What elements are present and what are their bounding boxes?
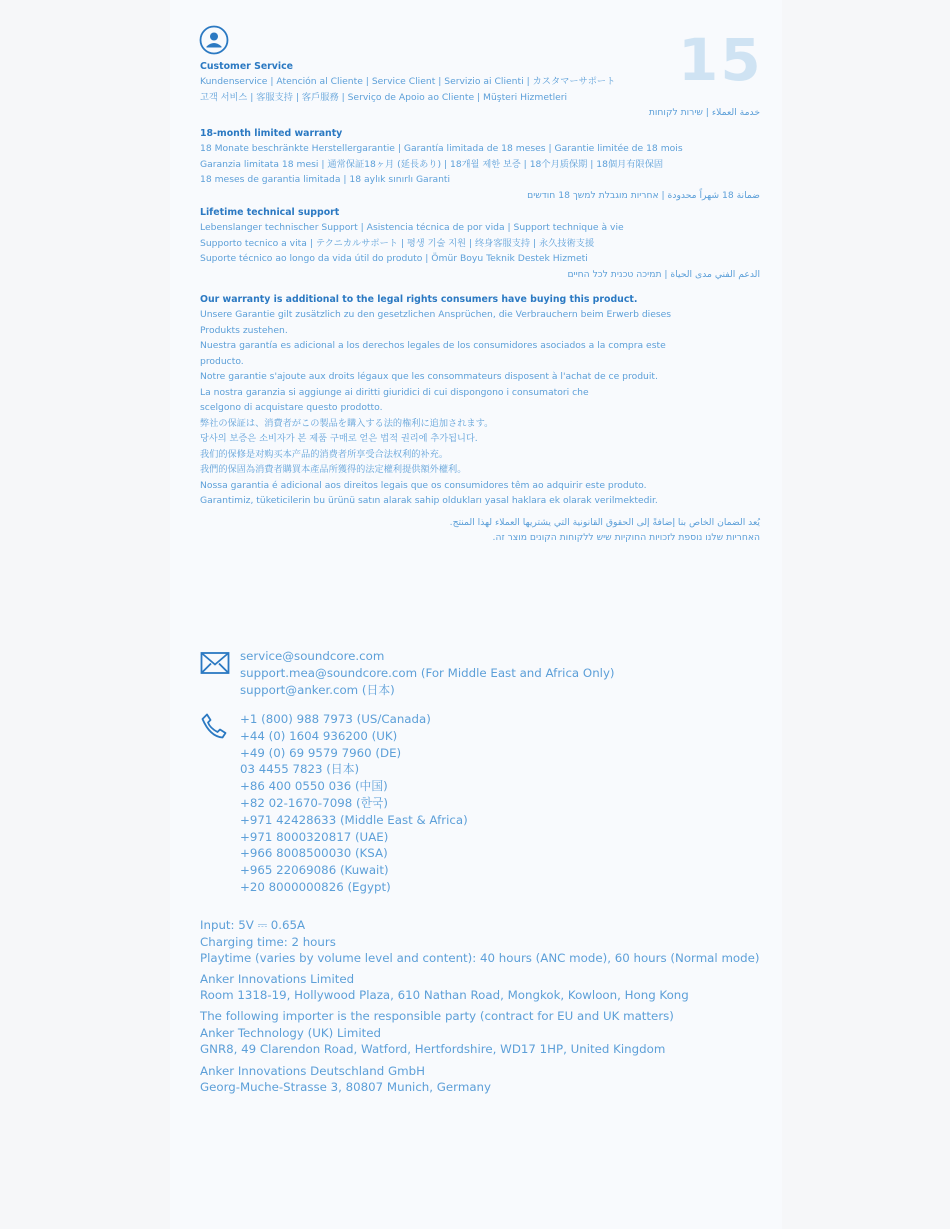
legal-line: Garantimiz, tüketicilerin bu ürünü satın alarak sahip oldukları yasal haklara ek olarak verilmektedir.: [200, 495, 658, 506]
legal-rights-section: [200, 293, 760, 546]
de-company-name: Anker Innovations Deutschland GmbH: [200, 1063, 425, 1078]
phone-number: +966 8008500030 (KSA): [240, 846, 388, 861]
uk-company-address: GNR8, 49 Clarendon Road, Watford, Hertfordshire, WD17 1HP, United Kingdom: [200, 1042, 666, 1057]
warranty-section: [200, 127, 760, 203]
phone-number: +82 02-1670-7098 (한국): [240, 795, 388, 810]
phone-number: 03 4455 7823 (日本): [240, 762, 360, 777]
manufacturer-address: Room 1318-19, Hollywood Plaza, 610 Nathan Road, Mongkok, Kowloon, Hong Kong: [200, 988, 689, 1003]
phone-number: +965 22069086 (Kuwait): [240, 863, 389, 878]
legal-line: producto.: [200, 355, 244, 367]
specs-and-addresses: [200, 917, 760, 1096]
uk-company-name: Anker Technology (UK) Limited: [200, 1025, 381, 1040]
rtl-translation-line: الدعم الفني مدى الحياة | תמיכה טכנית לכל החיים: [567, 268, 760, 280]
legal-line: 我们的保修是对购买本产品的消费者所享受合法权利的补充。: [200, 448, 449, 460]
manufacturer-name: Anker Innovations Limited: [200, 971, 355, 986]
lifetime-support-section: [200, 206, 760, 282]
warranty-heading: 18-month limited warranty: [200, 128, 343, 139]
phone-number: +49 (0) 69 9579 7960 (DE): [240, 745, 402, 760]
translation-line: 고객 서비스 | 客服支持 | 客戶服務 | Serviço de Apoio ao Cliente | Müşteri Hizmetleri: [200, 91, 568, 103]
translation-line: Suporte técnico ao longo da vida útil do produto | Ömür Boyu Teknik Destek Hizmeti: [200, 253, 588, 265]
rtl-legal-line: האחריות שלנו נוספת לזכויות החוקיות שיש ללקוחות הקונים מוצר זה.: [492, 532, 760, 543]
email-address: support.mea@soundcore.com (For Middle East and Africa Only): [240, 665, 615, 680]
charging-time-spec: Charging time: 2 hours: [200, 934, 336, 949]
legal-line: 我們的保固為消費者購買本產品所獲得的法定權利提供額外權利。: [200, 464, 467, 475]
phone-handset-icon: [200, 712, 228, 740]
legal-line: scelgono di acquistare questo prodotto.: [200, 402, 383, 413]
email-address: support@anker.com (日本): [240, 682, 395, 697]
lifetime-support-heading: Lifetime technical support: [200, 207, 340, 218]
legal-line: Notre garantie s'ajoute aux droits légaux que les consommateurs disposent à l'achat de ce produit.: [200, 371, 658, 382]
legal-line: 당사의 보증은 소비자가 본 제품 구매로 얻은 법적 권리에 추가됩니다.: [200, 433, 478, 444]
phone-number: +86 400 0550 036 (中国): [240, 779, 388, 794]
translation-line: 18 Monate beschränkte Herstellergarantie | Garantía limitada de 18 meses | Garantie limitée de 18 mois: [200, 143, 683, 154]
rtl-translation-line: ضمانة 18 شهراً محدودة | אחריות מוגבלת למשך 18 חודשים: [527, 189, 760, 201]
translation-line: 18 meses de garantia limitada | 18 aylık sınırlı Garanti: [200, 174, 451, 186]
legal-line: Nossa garantia é adicional aos direitos legais que os consumidores têm ao adquirir este produto.: [200, 479, 647, 491]
phone-number: +44 (0) 1604 936200 (UK): [240, 728, 398, 743]
phone-number: +1 (800) 988 7973 (US/Canada): [240, 712, 431, 726]
input-spec: Input: 5V ⎓ 0.65A: [200, 918, 306, 932]
envelope-icon: [200, 651, 230, 675]
translation-line: Lebenslanger technischer Support | Asistencia técnica de por vida | Support technique à vie: [200, 222, 624, 233]
legal-rights-heading: Our warranty is additional to the legal rights consumers have buying this product.: [200, 294, 638, 305]
translation-line: Supporto tecnico a vita | テクニカルサポート | 평생 기술 지원 | 终身客服支持 | 永久技術支援: [200, 237, 595, 249]
de-company-address: Georg-Muche-Strasse 3, 80807 Munich, Germany: [200, 1080, 492, 1095]
rtl-translation-line: خدمة العملاء | שירות לקוחות: [648, 107, 760, 119]
legal-line: La nostra garanzia si aggiunge ai diritti giuridici di cui dispongono i consumatori che: [200, 386, 589, 398]
legal-line: Produkts zustehen.: [200, 324, 288, 336]
legal-line: Unsere Garantie gilt zusätzlich zu den gesetzlichen Ansprüchen, die Verbrauchern beim Erwerb dieses: [200, 309, 672, 320]
translation-line: Kundenservice | Atención al Cliente | Service Client | Servizio ai Clienti | カスタマーサポート: [200, 76, 616, 87]
email-address: service@soundcore.com: [240, 649, 385, 663]
importer-note: The following importer is the responsible party (contract for EU and UK matters): [200, 1008, 674, 1023]
email-list: [240, 648, 615, 698]
user-circle-icon: [199, 25, 229, 55]
legal-line: 弊社の保証は、消費者がこの製品を購入する法的権利に追加されます。: [200, 417, 494, 429]
legal-line: Nuestra garantía es adicional a los derechos legales de los consumidores asociados a la compra este: [200, 340, 666, 351]
page-number: 15: [678, 26, 763, 94]
phone-number: +971 8000320817 (UAE): [240, 829, 389, 844]
phone-number: +971 42428633 (Middle East & Africa): [240, 812, 468, 827]
customer-service-section: [200, 60, 760, 121]
phone-list: [240, 711, 468, 896]
rtl-legal-line: يُعد الضمان الخاص بنا إضافةً إلى الحقوق القانونية التي يشتريها العملاء لهذا المنتج.: [449, 516, 760, 528]
translation-line: Garanzia limitata 18 mesi | 通常保証18ヶ月 (延長あり) | 18개월 제한 보증 | 18个月质保期 | 18個月有限保固: [200, 158, 664, 170]
customer-service-heading: Customer Service: [200, 61, 294, 72]
playtime-spec: Playtime (varies by volume level and content): 40 hours (ANC mode), 60 hours (Normal mode): [200, 951, 760, 966]
phone-number: +20 8000000826 (Egypt): [240, 879, 391, 894]
